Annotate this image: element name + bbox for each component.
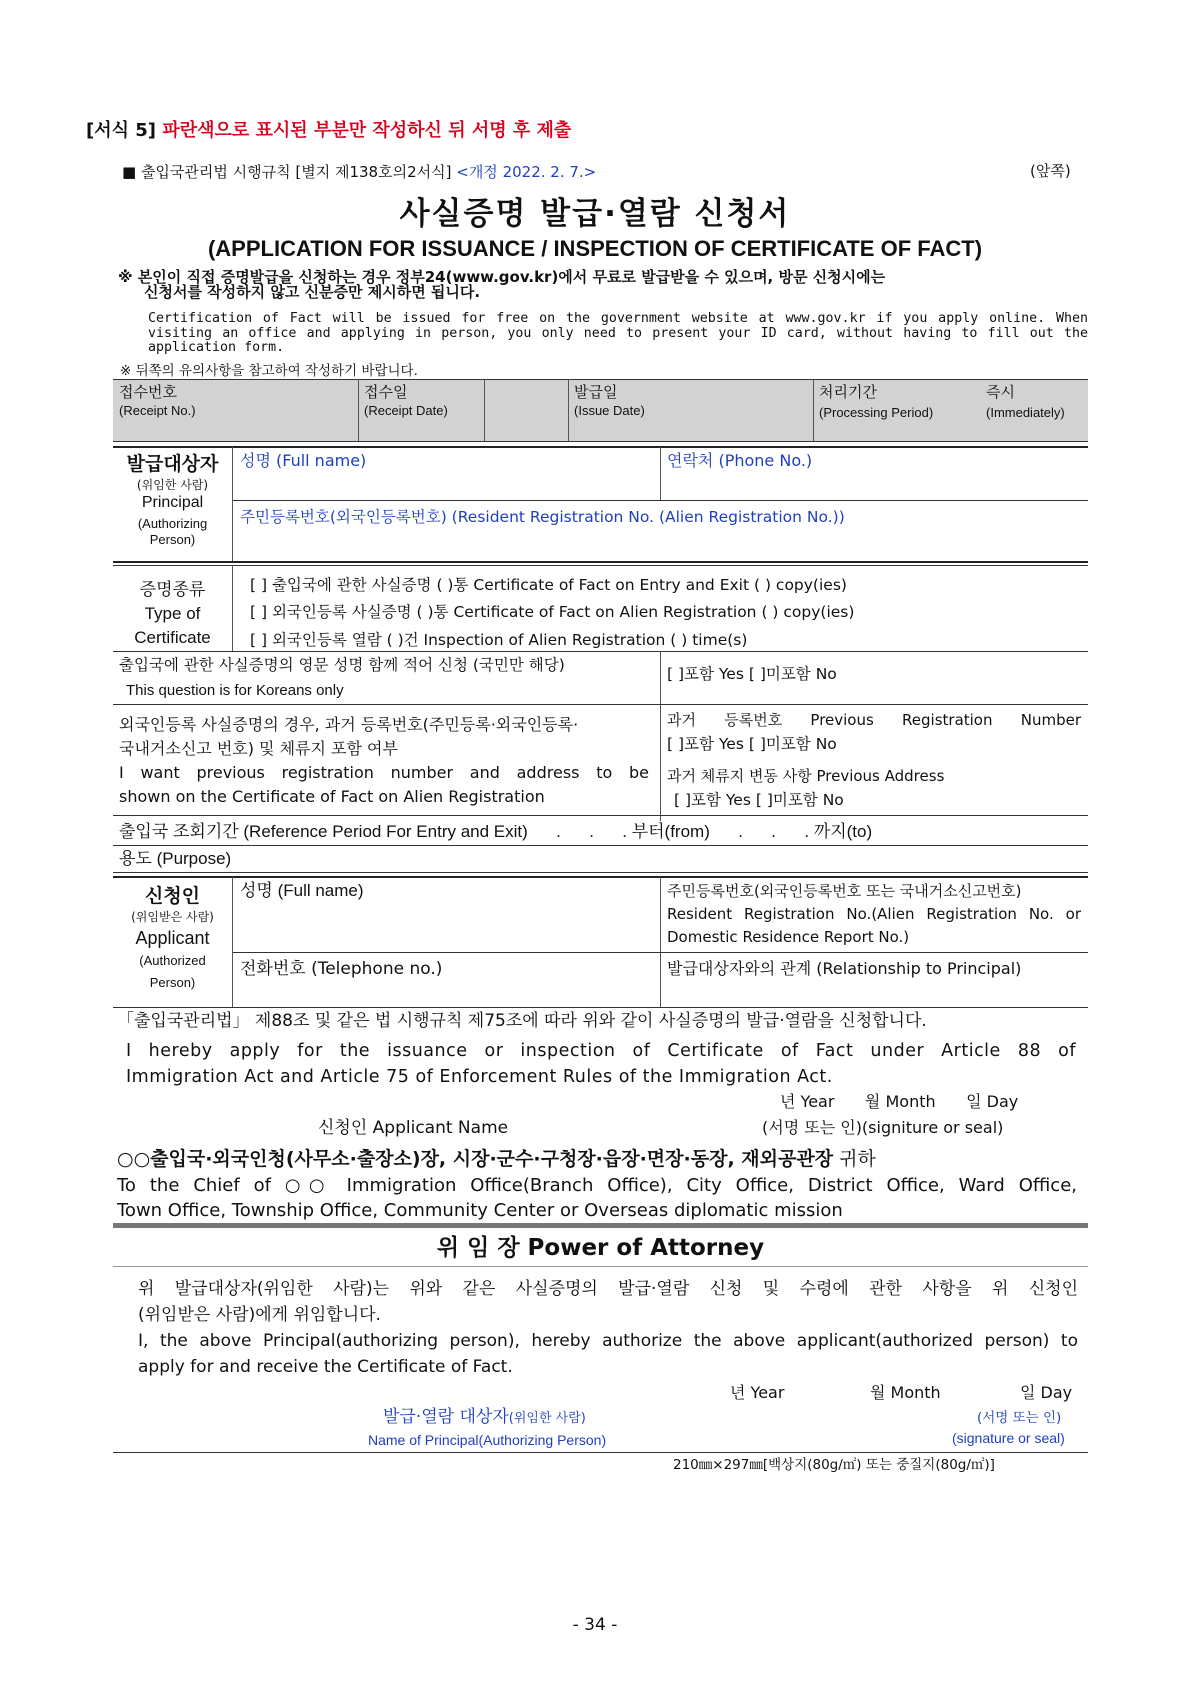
receipt-date-field[interactable] bbox=[364, 384, 448, 420]
applicant-label-cell bbox=[113, 884, 232, 994]
addressee-korean-offices: ○○출입국·외국인청(사무소·출장소)장, 시장·군수·구청장·읍장·면장·동장, 재외공관장 bbox=[117, 1148, 834, 1170]
applicant-rrn-label3: Domestic Residence Report No.) bbox=[667, 928, 910, 946]
attorney-korean-line1: 위 발급대상자(위임한 사람)는 위와 같은 사실증명의 발급·열람 신청 및 수령에 관한 사항을 위 신청인 bbox=[138, 1279, 1078, 1299]
cert-type-label-en1: Type of bbox=[144, 604, 201, 623]
previous-address-answer[interactable]: [ ]포함 Yes [ ]미포함 No bbox=[674, 791, 844, 809]
cert-type-label-en2: Certificate bbox=[134, 628, 211, 647]
immediately bbox=[986, 384, 1065, 422]
receipt-date-label-en: (Receipt Date) bbox=[364, 403, 448, 418]
attorney-seal-en[interactable]: (signature or seal) bbox=[952, 1430, 1065, 1446]
processing-period bbox=[819, 384, 933, 422]
receipt-no-label: 접수번호 bbox=[119, 384, 177, 401]
notice-english: Certification of Fact will be issued for free on the government website at www.gov.kr if you apply online. When visiting an office and applying in person, you only need to present your ID card, without having to fill out the application form. bbox=[148, 311, 1088, 355]
principal-label-sub: (위임한 사람) bbox=[136, 478, 209, 492]
notice-reverse-side: ※ 뒤쪽의 유의사항을 참고하여 작성하기 바랍니다. bbox=[120, 363, 418, 379]
applicant-label-en: Applicant bbox=[135, 928, 210, 948]
addressee-english-line2: Town Office, Township Office, Community Center or Overseas diplomatic mission bbox=[117, 1200, 843, 1221]
attorney-english-line2: apply for and receive the Certificate of Fact. bbox=[138, 1357, 513, 1377]
previous-question-ko2: 국내거소신고 번호) 및 체류지 포함 여부 bbox=[119, 739, 398, 758]
applicant-rrn-label2: Resident Registration No.(Alien Registration No. or bbox=[667, 905, 1081, 923]
processing-period-label: 처리기간 bbox=[819, 384, 877, 401]
law-reference-line bbox=[122, 161, 596, 182]
purpose-field[interactable]: 용도 (Purpose) bbox=[119, 849, 232, 868]
reference-period-field[interactable]: 출입국 조회기간 (Reference Period For Entry and Exit) . . . 부터(from) . . . 까지(to) bbox=[119, 822, 873, 841]
issue-date-label: 발급일 bbox=[574, 384, 618, 401]
applicant-rrn-label1: 주민등록번호(외국인등록번호 또는 국내거소신고번호) bbox=[667, 882, 1022, 900]
addressee-english-line1: To the Chief of ○○ Immigration Office(Branch Office), City Office, District Office, Ward Office, bbox=[117, 1175, 1077, 1196]
receipt-no-field[interactable] bbox=[119, 384, 196, 420]
english-name-note: This question is for Koreans only bbox=[126, 682, 344, 699]
applicant-label: 신청인 bbox=[144, 885, 201, 907]
attorney-statement bbox=[138, 1276, 1078, 1380]
law-reference: ■ 출입국관리법 시행규칙 [별지 제138호의2서식] bbox=[122, 163, 452, 181]
applicant-signature-field[interactable]: (서명 또는 인)(signiture or seal) bbox=[762, 1118, 1004, 1137]
principal-phone-field[interactable]: 연락처 (Phone No.) bbox=[667, 451, 813, 470]
attorney-principal-en: Name of Principal(Authorizing Person) bbox=[368, 1432, 607, 1448]
receipt-date-label: 접수일 bbox=[364, 384, 408, 401]
addressee-korean bbox=[117, 1147, 876, 1171]
attorney-month-field[interactable]: 월 Month bbox=[870, 1383, 941, 1402]
cert-type-label-ko: 증명종류 bbox=[139, 580, 206, 599]
principal-rrn-field[interactable]: 주민등록번호(외국인등록번호) (Resident Registration No. (Alien Registration No.)) bbox=[240, 508, 845, 526]
previous-registration-question bbox=[119, 713, 649, 809]
principal-label-en-sub2: Person) bbox=[149, 532, 196, 547]
principal-label-en-sub1: (Authorizing bbox=[137, 516, 208, 531]
principal-label: 발급대상자 bbox=[126, 453, 219, 475]
attorney-year-field[interactable]: 년 Year bbox=[730, 1383, 785, 1402]
applicant-label-sub: (위임받은 사람) bbox=[131, 910, 214, 924]
applicant-label-en-sub2: Person) bbox=[149, 975, 196, 990]
cert-type-label bbox=[113, 578, 232, 650]
notice-korean-line2: 신청서를 작성하지 않고 신분증만 제시하면 됩니다. bbox=[144, 283, 481, 301]
declaration-date-field[interactable]: 년 Year 월 Month 일 Day bbox=[780, 1092, 1019, 1111]
form-subtitle: (APPLICATION FOR ISSUANCE / INSPECTION OF CERTIFICATE OF FACT) bbox=[207, 236, 983, 261]
applicant-name-field[interactable]: 성명 (Full name) bbox=[240, 881, 364, 900]
previous-number-label: 과거 등록번호 Previous Registration Number bbox=[667, 711, 1081, 729]
cert-option-entry-exit[interactable]: [ ] 출입국에 관한 사실증명 ( )통 Certificate of Fact on Entry and Exit ( ) copy(ies) bbox=[250, 576, 847, 594]
immediately-label-en: (Immediately) bbox=[986, 405, 1065, 420]
form-title: 사실증명 발급·열람 신청서 bbox=[399, 196, 791, 232]
declaration-korean: 「출입국관리법」 제88조 및 같은 법 시행규칙 제75조에 따라 위와 같이 사실증명의 발급·열람을 신청합니다. bbox=[117, 1011, 927, 1031]
principal-label-en: Principal bbox=[141, 494, 204, 511]
principal-name-field[interactable]: 성명 (Full name) bbox=[240, 451, 367, 470]
issue-date-field[interactable] bbox=[574, 384, 645, 420]
cert-option-alien-registration[interactable]: [ ] 외국인등록 사실증명 ( )통 Certificate of Fact on Alien Registration ( ) copy(ies) bbox=[250, 603, 855, 621]
previous-question-ko1: 외국인등록 사실증명의 경우, 과거 등록번호(주민등록·외국인등록· bbox=[119, 715, 579, 734]
applicant-label-en-sub1: (Authorized bbox=[139, 953, 206, 968]
principal-label-cell bbox=[113, 452, 232, 548]
power-of-attorney-title: 위 임 장 Power of Attorney bbox=[436, 1235, 765, 1261]
previous-number-answer[interactable]: [ ]포함 Yes [ ]미포함 No bbox=[667, 735, 837, 753]
declaration-english bbox=[126, 1038, 1076, 1090]
paper-specification: 210㎜×297㎜[백상지(80g/㎡) 또는 중질지(80g/㎡)] bbox=[673, 1457, 995, 1473]
previous-question-en1: I want previous registration number and address to be bbox=[119, 763, 649, 782]
front-side-label: (앞쪽) bbox=[1030, 162, 1071, 180]
attorney-principal-ko: 발급·열람 대상자 bbox=[383, 1407, 509, 1427]
addressee-honorific: 귀하 bbox=[833, 1148, 876, 1170]
notice-korean bbox=[118, 270, 1098, 300]
applicant-relationship-field[interactable]: 발급대상자와의 관계 (Relationship to Principal) bbox=[667, 959, 1022, 978]
previous-address-label: 과거 체류지 변동 사항 Previous Address bbox=[667, 767, 945, 785]
english-name-answer[interactable]: [ ]포함 Yes [ ]미포함 No bbox=[667, 665, 837, 683]
attorney-seal-ko[interactable]: (서명 또는 인) bbox=[977, 1410, 1062, 1426]
notice-korean-line1: ※ 본인이 직접 증명발급을 신청하는 경우 정부24(www.gov.kr)에서 무료로 발급받을 수 있으며, 방문 신청시에는 bbox=[118, 268, 886, 286]
applicant-name-signature-label: 신청인 Applicant Name bbox=[318, 1118, 509, 1138]
attorney-korean-line2: (위임받은 사람)에게 위임합니다. bbox=[138, 1305, 381, 1325]
receipt-no-label-en: (Receipt No.) bbox=[119, 403, 196, 418]
fill-instruction: 파란색으로 표시된 부분만 작성하신 뒤 서명 후 제출 bbox=[162, 120, 572, 141]
cert-option-inspection[interactable]: [ ] 외국인등록 열람 ( )건 Inspection of Alien Registration ( ) time(s) bbox=[250, 631, 748, 649]
previous-question-en2: shown on the Certificate of Fact on Alien Registration bbox=[119, 787, 545, 806]
attorney-principal-ko-sub: (위임한 사람) bbox=[508, 1411, 586, 1426]
attorney-english-line1: I, the above Principal(authorizing person), hereby authorize the above applicant(authorized person) to bbox=[138, 1331, 1078, 1351]
applicant-rrn-field[interactable] bbox=[667, 880, 1081, 949]
page-number: - 34 - bbox=[572, 1615, 618, 1635]
attorney-day-field[interactable]: 일 Day bbox=[1020, 1383, 1073, 1402]
issue-date-label-en: (Issue Date) bbox=[574, 403, 645, 418]
form-number-header bbox=[86, 116, 571, 142]
form-number: [서식 5] bbox=[86, 120, 157, 141]
processing-period-label-en: (Processing Period) bbox=[819, 405, 934, 420]
declaration-english-line1: I hereby apply for the issuance or inspection of Certificate of Fact under Article 88 of bbox=[126, 1041, 1076, 1061]
addressee-english bbox=[117, 1173, 1077, 1223]
english-name-question: 출입국에 관한 사실증명의 영문 성명 함께 적어 신청 (국민만 해당) bbox=[119, 656, 565, 674]
revision-date: <개정 2022. 2. 7.> bbox=[456, 163, 597, 181]
declaration-english-line2: Immigration Act and Article 75 of Enforcement Rules of the Immigration Act. bbox=[126, 1067, 833, 1087]
attorney-principal-label bbox=[383, 1408, 586, 1428]
immediately-label: 즉시 bbox=[986, 384, 1015, 401]
applicant-phone-field[interactable]: 전화번호 (Telephone no.) bbox=[240, 959, 443, 979]
